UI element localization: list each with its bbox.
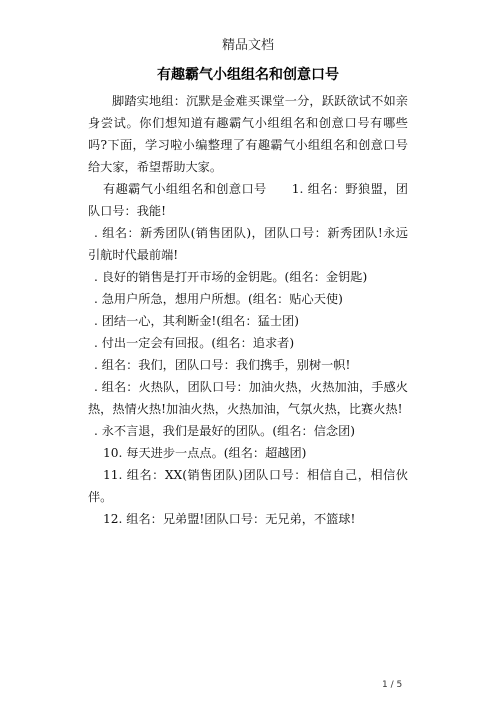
list-item: 有趣霸气小组组名和创意口号 1. 组名：野狼盟，团队口号：我能! (88, 182, 408, 218)
list-item: . 团结一心，其利断金!(组名：猛士团) (94, 314, 299, 328)
intro-paragraph: 脚踏实地组：沉默是金难买课堂一分，跃跃欲试不如亲身尝试。你们想知道有趣霸气小组组名和创意口号有哪些吗?下面，学习啦小编整理了有趣霸气小组组名和创意口号给大家，希望帮助大家。 (88, 94, 408, 174)
document-body (88, 90, 408, 530)
list-item: . 组名：我们，团队口号：我们携手，别树一帜! (94, 358, 351, 372)
list-item: . 付出一定会有回报。(组名：追求者) (94, 336, 295, 350)
list-item: . 组名：新秀团队(销售团队)，团队口号：新秀团队!永远引航时代最前端! (88, 226, 408, 262)
list-item: . 良好的销售是打开市场的金钥匙。(组名：金钥匙) (94, 270, 368, 284)
list-item: . 永不言退，我们是最好的团队。(组名：信念团) (94, 424, 356, 438)
list-item: 10. 每天进步一点点。(组名：超越团) (103, 446, 307, 460)
list-item: 11. 组名：XX(销售团队)团队口号：相信自己，相信伙伴。 (88, 468, 408, 504)
document-title: 有趣霸气小组组名和创意口号 (157, 67, 339, 83)
list-item: 12. 组名：兄弟盟!团队口号：无兄弟，不篮球! (103, 512, 356, 526)
list-item: . 组名：火热队，团队口号：加油火热，火热加油，手感火热，热情火热!加油火热，火热加油，气氛火热，比赛火热! (88, 380, 408, 416)
page-header: 精品文档 (221, 38, 274, 53)
list-item: . 急用户所急，想用户所想。(组名：贴心天使) (94, 292, 343, 306)
page-number: 1 / 5 (382, 680, 403, 690)
